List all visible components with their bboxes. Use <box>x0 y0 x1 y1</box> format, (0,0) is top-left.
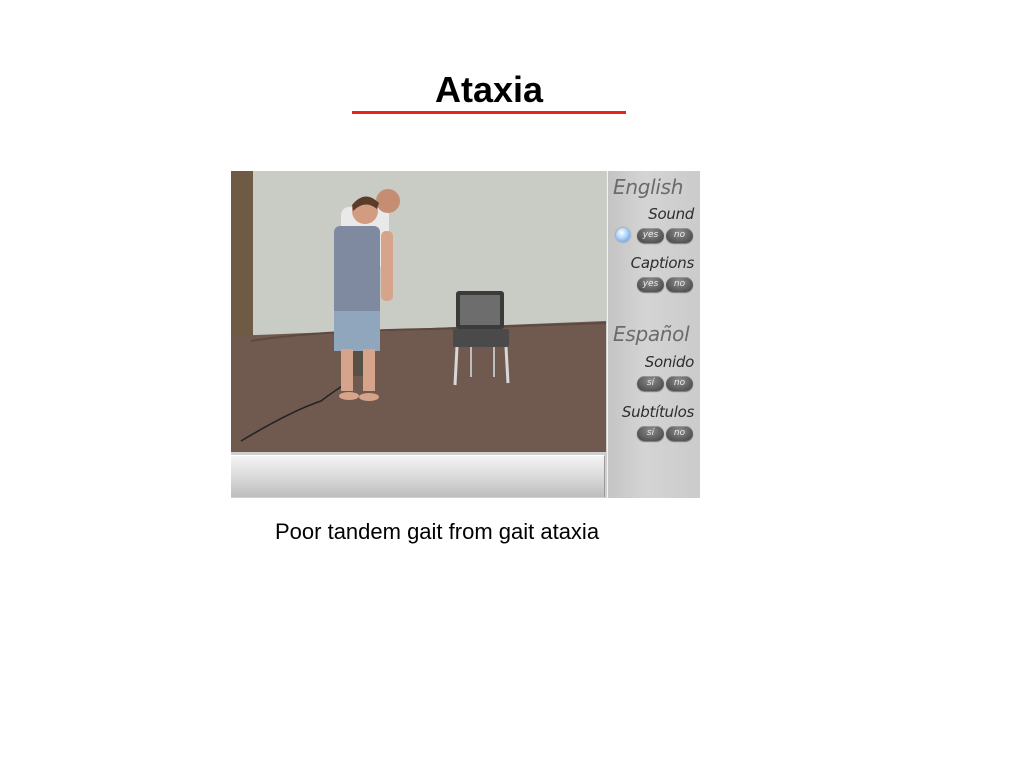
slide-caption: Poor tandem gait from gait ataxia <box>275 519 600 544</box>
playback-controls-bar[interactable] <box>231 455 605 497</box>
spanish-sound-yes-button[interactable]: sí <box>637 376 664 391</box>
language-panel <box>607 171 700 498</box>
sound-indicator-icon <box>616 228 630 242</box>
english-sound-label: Sound <box>648 205 694 223</box>
english-sound-yes-button[interactable]: yes <box>637 228 664 243</box>
english-sound-buttons <box>637 228 693 243</box>
title-underline <box>352 111 626 114</box>
english-captions-no-button[interactable]: no <box>666 277 693 292</box>
spanish-sound-buttons <box>637 376 693 391</box>
video-player <box>231 171 700 498</box>
english-captions-yes-button[interactable]: yes <box>637 277 664 292</box>
spanish-sound-label: Sonido <box>644 353 694 371</box>
spanish-captions-no-button[interactable]: no <box>666 426 693 441</box>
english-sound-no-button[interactable]: no <box>666 228 693 243</box>
english-heading: English <box>613 175 684 199</box>
english-captions-buttons <box>637 277 693 292</box>
video-scene <box>231 171 606 452</box>
video-frame[interactable] <box>231 171 606 452</box>
spanish-captions-label: Subtítulos <box>621 403 694 421</box>
slide-title: Ataxia <box>434 69 544 110</box>
spanish-captions-buttons <box>637 426 693 441</box>
spanish-captions-yes-button[interactable]: sí <box>637 426 664 441</box>
english-captions-label: Captions <box>630 254 694 272</box>
spanish-sound-no-button[interactable]: no <box>666 376 693 391</box>
spanish-heading: Español <box>613 322 690 346</box>
